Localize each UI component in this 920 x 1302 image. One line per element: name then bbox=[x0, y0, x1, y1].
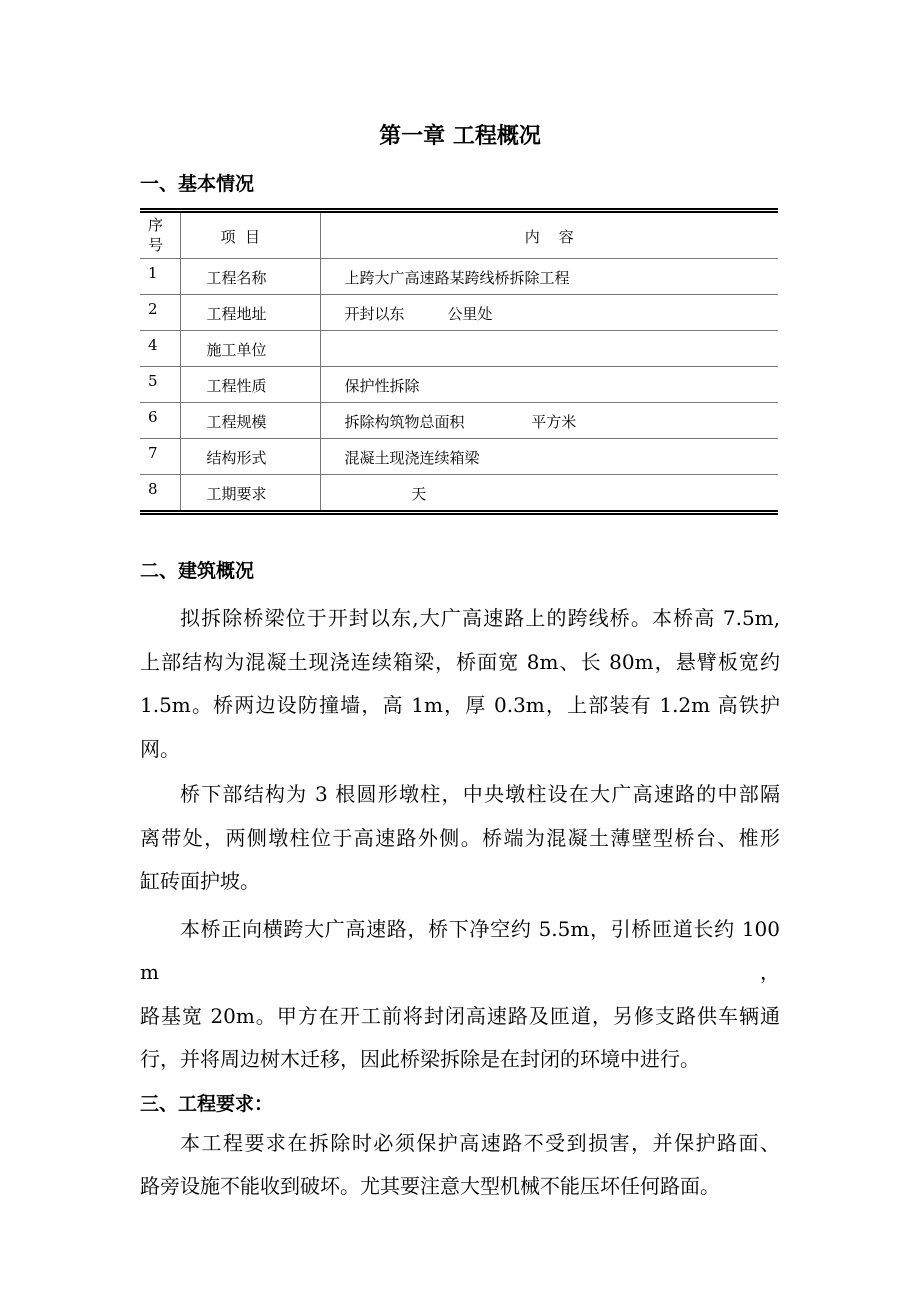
table-row bbox=[140, 403, 778, 439]
cell-item: 工程地址 bbox=[180, 295, 320, 331]
cell-content: 上跨大广高速路某跨线桥拆除工程 bbox=[320, 259, 778, 295]
cell-no: 7 bbox=[140, 439, 180, 475]
cell-item: 工程名称 bbox=[180, 259, 320, 295]
header-content: 内 容 bbox=[320, 211, 778, 259]
paragraph-line: 拟拆除桥梁位于开封以东,大广高速路上的跨线桥。本桥高 7.5m, bbox=[180, 606, 780, 630]
paragraph bbox=[140, 773, 780, 904]
cell-content: 保护性拆除 bbox=[320, 367, 778, 403]
paragraph bbox=[140, 908, 780, 1082]
cell-content: 混凝土现浇连续箱梁 bbox=[320, 439, 778, 475]
paragraph-line: 本桥正向横跨大广高速路，桥下净空约 5.5m，引桥匝道长约 100m， bbox=[140, 916, 780, 984]
paragraph-line: 上部结构为混凝土现浇连续箱梁，桥面宽 8m、长 80m，悬臂板宽约 bbox=[140, 649, 780, 674]
table-row bbox=[140, 367, 778, 403]
paragraph-line: 缸砖面护坡。 bbox=[140, 869, 260, 893]
header-no: 序号 bbox=[148, 216, 164, 254]
cell-item: 结构形式 bbox=[180, 439, 320, 475]
paragraph-line: 路基宽 20m。甲方在开工前将封闭高速路及匝道，另修支路供车辆通 bbox=[140, 1003, 780, 1028]
paragraph bbox=[140, 597, 780, 771]
cell-content bbox=[320, 331, 778, 367]
paragraph-line: 离带处，两侧墩柱位于高速路外侧。桥端为混凝土薄壁型桥台、椎形 bbox=[140, 825, 780, 850]
cell-item: 工期要求 bbox=[180, 475, 320, 513]
section-heading-requirements: 三、工程要求： bbox=[140, 1092, 274, 1115]
paragraph-line: 路旁设施不能收到破坏。尤其要注意大型机械不能压坏任何路面。 bbox=[140, 1174, 720, 1198]
table-row bbox=[140, 331, 778, 367]
paragraph-line: 桥下部结构为 3 根圆形墩柱，中央墩柱设在大广高速路的中部隔 bbox=[180, 782, 780, 806]
paragraph-line: 1.5m。桥两边设防撞墙，高 1m，厚 0.3m，上部装有 1.2m 高铁护网。 bbox=[140, 693, 780, 761]
cell-content: 拆除构筑物总面积 平方米 bbox=[320, 403, 778, 439]
cell-no: 4 bbox=[140, 331, 180, 367]
paragraph-line: 本工程要求在拆除时必须保护高速路不受到损害，并保护路面、 bbox=[180, 1130, 780, 1155]
table-row bbox=[140, 475, 778, 513]
paragraph bbox=[140, 1122, 780, 1209]
table-row bbox=[140, 295, 778, 331]
cell-item: 工程规模 bbox=[180, 403, 320, 439]
chapter-title: 第一章 工程概况 bbox=[379, 124, 541, 149]
cell-no: 1 bbox=[140, 259, 180, 295]
cell-content: 天 bbox=[344, 485, 427, 503]
table-header-row bbox=[140, 211, 778, 259]
basic-info-table-wrapper bbox=[140, 208, 778, 515]
cell-content: 开封以东 公里处 bbox=[320, 295, 778, 331]
cell-no: 6 bbox=[140, 403, 180, 439]
section-heading-building: 二、建筑概况 bbox=[140, 560, 255, 582]
cell-item: 工程性质 bbox=[180, 367, 320, 403]
header-no-cell bbox=[140, 211, 180, 259]
cell-no: 8 bbox=[140, 475, 180, 513]
cell-no: 2 bbox=[140, 295, 180, 331]
table-row bbox=[140, 259, 778, 295]
basic-info-table bbox=[140, 208, 778, 515]
table-row bbox=[140, 439, 778, 475]
cell-no: 5 bbox=[140, 367, 180, 403]
paragraph-line: 行，并将周边树木迁移，因此桥梁拆除是在封闭的环境中进行。 bbox=[140, 1047, 700, 1071]
section-heading-basic: 一、基本情况 bbox=[140, 173, 255, 195]
cell-item: 施工单位 bbox=[180, 331, 320, 367]
header-item: 项 目 bbox=[180, 211, 320, 259]
